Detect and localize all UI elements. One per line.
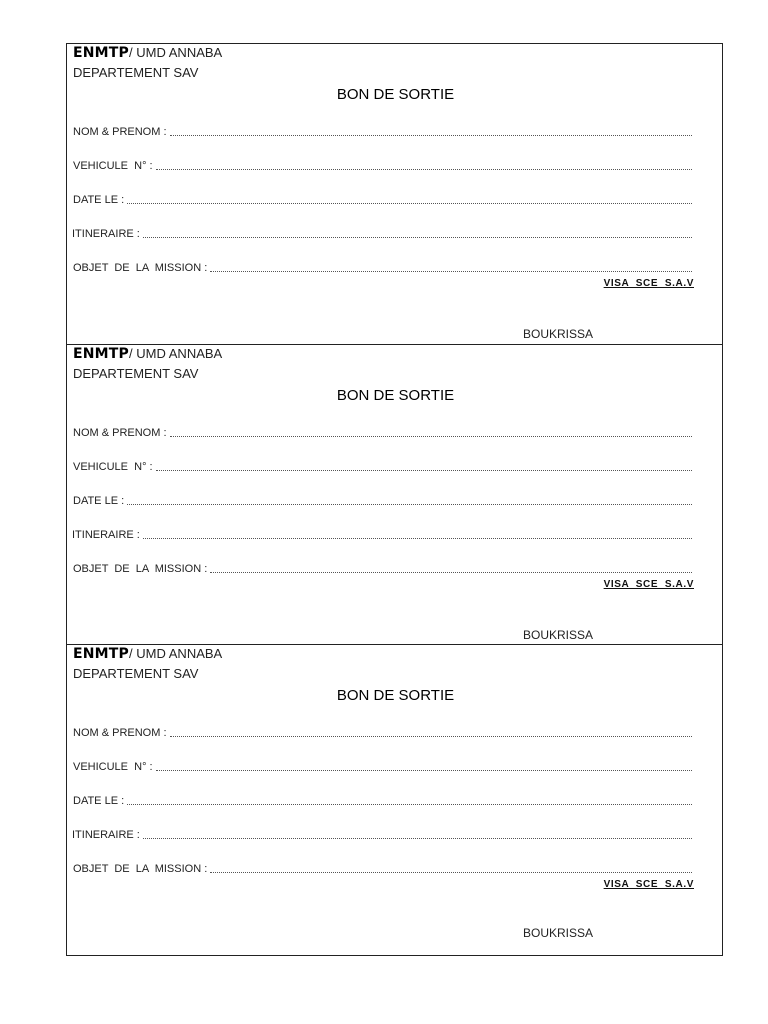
mission-field-label: OBJET DE LA MISSION :	[73, 262, 208, 274]
visa-label: VISA SCE S.A.V	[603, 879, 694, 890]
date-field[interactable]	[73, 793, 692, 807]
date-field-label: DATE LE :	[73, 495, 125, 507]
slip-title: BON DE SORTIE	[336, 86, 455, 103]
vehicle-field[interactable]	[73, 459, 692, 473]
company-unit: / UMD ANNABA	[129, 346, 223, 361]
date-field[interactable]	[73, 192, 692, 206]
vehicle-fill-line[interactable]	[156, 166, 692, 170]
department-name: DEPARTEMENT SAV	[73, 366, 199, 381]
vehicle-field-label: VEHICULE N° :	[73, 761, 153, 773]
itinerary-field-label: ITINERAIRE :	[72, 529, 140, 541]
name-field-label: NOM & PRENOM :	[73, 126, 167, 138]
vehicle-field-label: VEHICULE N° :	[73, 160, 153, 172]
visa-label: VISA SCE S.A.V	[603, 579, 694, 590]
exit-slip	[67, 644, 722, 955]
name-fill-line[interactable]	[170, 132, 692, 136]
itinerary-field-label: ITINERAIRE :	[72, 829, 140, 841]
date-fill-line[interactable]	[127, 801, 692, 805]
date-field[interactable]	[73, 493, 692, 507]
date-fill-line[interactable]	[127, 200, 692, 204]
exit-slip	[67, 344, 722, 644]
signer-name: BOUKRISSA	[523, 327, 594, 341]
mission-field[interactable]	[73, 861, 692, 875]
company-header	[73, 347, 222, 361]
itinerary-fill-line[interactable]	[143, 535, 692, 539]
vehicle-fill-line[interactable]	[156, 767, 692, 771]
itinerary-fill-line[interactable]	[143, 234, 692, 238]
company-brand: ENMTP	[73, 646, 130, 662]
slip-title: BON DE SORTIE	[336, 687, 455, 704]
itinerary-field[interactable]	[72, 226, 692, 240]
date-field-label: DATE LE :	[73, 194, 125, 206]
name-fill-line[interactable]	[170, 733, 692, 737]
itinerary-field[interactable]	[72, 527, 692, 541]
vehicle-field-label: VEHICULE N° :	[73, 461, 153, 473]
mission-field-label: OBJET DE LA MISSION :	[73, 863, 208, 875]
date-fill-line[interactable]	[127, 501, 692, 505]
mission-fill-line[interactable]	[210, 569, 692, 573]
mission-field-label: OBJET DE LA MISSION :	[73, 563, 208, 575]
signer-name: BOUKRISSA	[523, 926, 594, 940]
mission-fill-line[interactable]	[210, 268, 692, 272]
itinerary-field[interactable]	[72, 827, 692, 841]
company-unit: / UMD ANNABA	[129, 646, 223, 661]
department-name: DEPARTEMENT SAV	[73, 666, 199, 681]
mission-field[interactable]	[73, 561, 692, 575]
company-brand: ENMTP	[73, 45, 130, 61]
itinerary-field-label: ITINERAIRE :	[72, 228, 140, 240]
company-header	[73, 46, 222, 60]
signer-name: BOUKRISSA	[523, 628, 594, 642]
visa-label: VISA SCE S.A.V	[603, 278, 694, 289]
name-field[interactable]	[73, 425, 692, 439]
department-name: DEPARTEMENT SAV	[73, 65, 199, 80]
name-field-label: NOM & PRENOM :	[73, 427, 167, 439]
vehicle-fill-line[interactable]	[156, 467, 692, 471]
company-brand: ENMTP	[73, 346, 130, 362]
itinerary-fill-line[interactable]	[143, 835, 692, 839]
name-field[interactable]	[73, 725, 692, 739]
vehicle-field[interactable]	[73, 158, 692, 172]
name-field[interactable]	[73, 124, 692, 138]
exit-slip-sheet	[66, 43, 723, 956]
date-field-label: DATE LE :	[73, 795, 125, 807]
company-unit: / UMD ANNABA	[129, 45, 223, 60]
company-header	[73, 647, 222, 661]
name-fill-line[interactable]	[170, 433, 692, 437]
mission-fill-line[interactable]	[210, 869, 692, 873]
slip-title: BON DE SORTIE	[336, 387, 455, 404]
vehicle-field[interactable]	[73, 759, 692, 773]
exit-slip	[67, 44, 722, 344]
mission-field[interactable]	[73, 260, 692, 274]
name-field-label: NOM & PRENOM :	[73, 727, 167, 739]
